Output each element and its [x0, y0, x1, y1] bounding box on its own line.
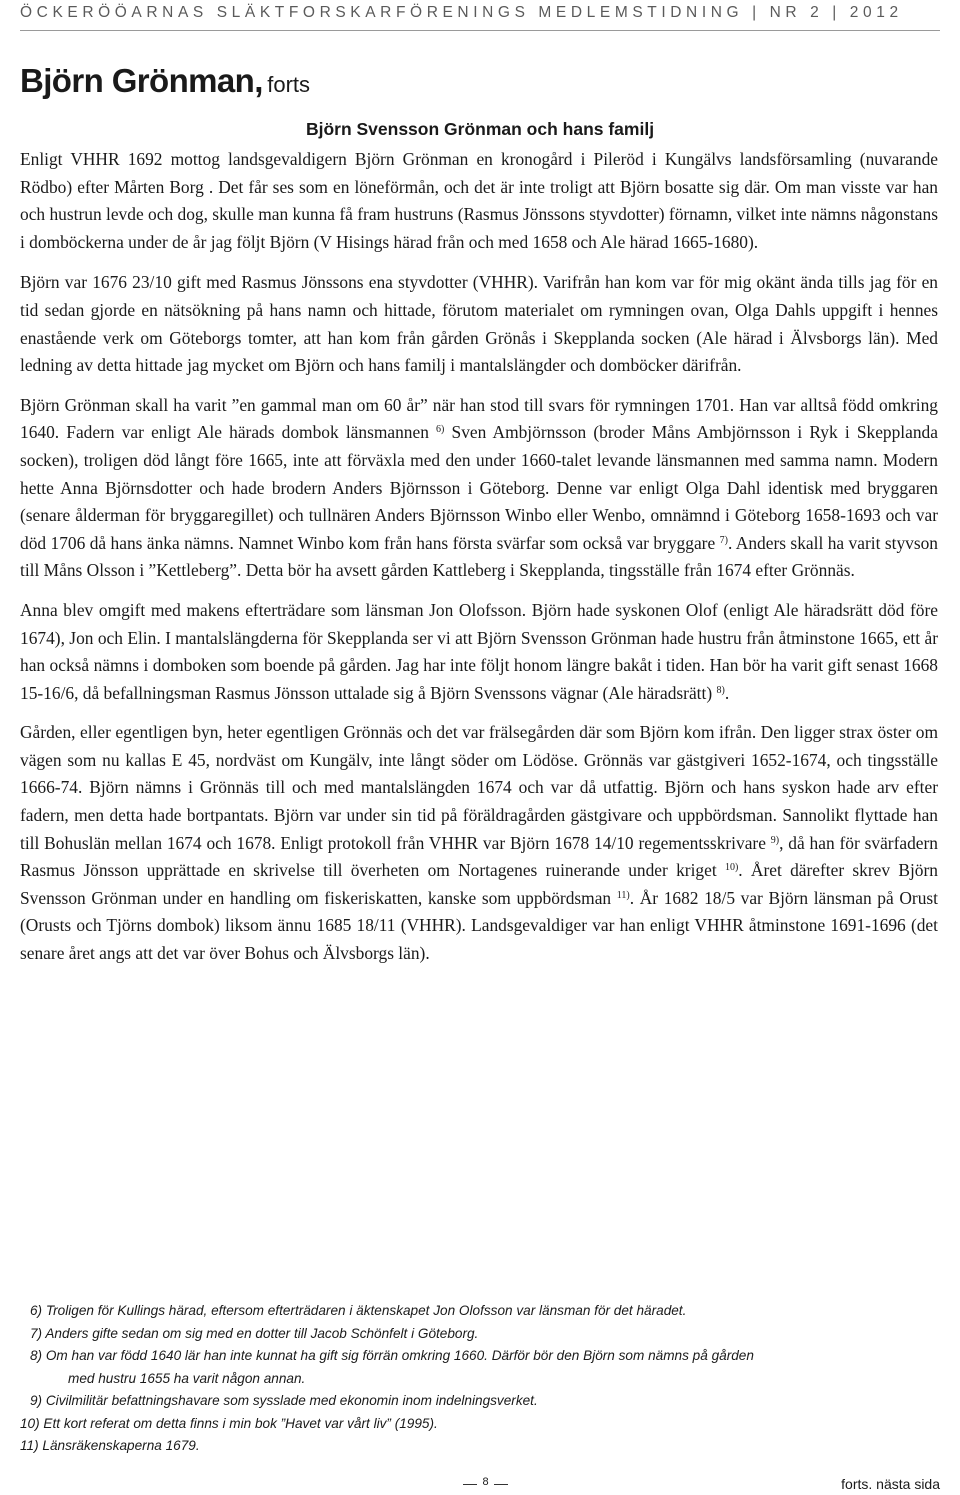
footnote-10: 10) Ett kort referat om detta finns i min bok ”Havet var vårt liv” (1995).	[20, 1415, 438, 1431]
paragraph-5b: , då han för svärfadern Rasmus Jönsson upprättade en skrivelse till överheten om Nortagenes ruinerande under kriget	[20, 832, 938, 881]
article-title	[20, 62, 310, 100]
paragraph-5	[20, 719, 938, 967]
footnote-ref-6: 6)	[436, 424, 445, 436]
footnote-8: 8) Om han var född 1640 lär han inte kunnat ha gift sig förrän omkring 1660. Därför bör den Björn som nämns på gården	[30, 1348, 754, 1363]
footnote-8-continued: med hustru 1655 ha varit någon annan.	[68, 1370, 306, 1386]
footnote-9: 9) Civilmilitär befattningshavare som sysslade med ekonomin inom indelningsverket.	[30, 1393, 538, 1408]
page-number-dash-left	[463, 1484, 477, 1485]
publication-header: ÖCKERÖÖARNAS SLÄKTFORSKARFÖRENINGS MEDLEMSTIDNING | NR 2 | 2012	[20, 4, 903, 21]
paragraph-3c: . Anders skall ha varit styvson till Måns Olsson i ”Kettleberg”. Detta bör ha avsett gården Kattleberg i Skepplanda, tingsställe från 1674 efter Grönnäs.	[20, 532, 938, 581]
footnote-11: 11) Länsräkenskaperna 1679.	[20, 1438, 200, 1453]
paragraph-5c: . Året därefter skrev Björn Svensson Grönman under en handling om fiskeriskatten, kanske som uppbördsman	[20, 860, 938, 908]
header-rule	[20, 30, 940, 31]
footnote-ref-9: 9)	[770, 834, 780, 846]
paragraph-3a: Björn Grönman skall ha varit ”en gammal man om 60 år” när han stod till svars för rymningen 1701. Han var alltså född omkring 1640. Fadern var enligt Ale härads dombok länsmannen	[20, 394, 938, 443]
footnotes	[20, 1300, 940, 1458]
paragraph-1a: Enligt VHHR 1692 mottog landsgevaldigern Björn Grönman en kronogård i Pileröd i Kungälvs landsförsamling (nuvarande Rödbo) efter Mårten Borg . Det får ses som en löneförmån, och det är inte troligt att Björn bosatte sig där.	[20, 149, 938, 197]
page-number: 8	[482, 1476, 489, 1488]
paragraph-3	[20, 392, 938, 585]
title-continued: forts	[267, 72, 311, 97]
article-body	[20, 146, 938, 980]
page-number-dash-right	[494, 1484, 508, 1485]
paragraph-2: Björn var 1676 23/10 gift med Rasmus Jönssons ena styvdotter (VHHR). Varifrån han kom var för mig okänt ända tills jag för en tid sedan gjorde en nätsökning på hans namn och hittade, förutom materialet om rymningen ovan, Olga Dahls uppgift i hennes enastående verk om Göteborgs tomter, att han kom från gården Grönås i Skepplanda socken (Ale härad i Älvsborgs län). Med ledning av detta hittade jag mycket om Björn och hans familj i mantalslängder och domböcker därifrån.	[20, 272, 938, 376]
paragraph-1b: Om man visste var han och hustrun levde och dog, skulle man kunna få fram hustruns (Rasmus Jönssons styvdotter) förnamn, vilket inte nämns någonstans i domböckerna under de år jag följt Björn (V Hisings härad från och med 1658 och Ale härad 1665-1680).	[20, 176, 938, 252]
paragraph-5a: Gården, eller egentligen byn, heter egentligen Grönnäs och det var frälsegården där som Björn kom ifrån. Den ligger strax öster om vägen som nu kallas E 45, nordväst om Kungälv, inte långt söder om Lödöse. Grönnäs var gästgiveri 1652-1674, och tingsställe 1666-74. Björn nämns i Grönnäs till och med mantalslängden 1674 och var då utfattig. Björn och hans syskon hade arv efter fadern, men detta hade bortpantats. Björn var under sin tid på föräldragården gästgivare och uppbördsman. Sannolikt flyttade han till Bohuslän mellan 1674 och 1678. Enligt protokoll från VHHR var Björn 1678 14/10 regementsskrivare	[20, 722, 938, 853]
continued-next-page: forts. nästa sida	[841, 1476, 940, 1492]
paragraph-3b: Sven Ambjörnsson (broder Måns Ambjörnsson i Ryk i Skepplanda socken), troligen död långt före 1665, inte att förväxla med den under 1660-talet levande länsmannen med samma namn. Modern hette Anna Björnsdotter och hade brodern Anders Björnsson i Göteborg. Denne var enligt Olga Dahl identisk med bryggaren (senare ålderman för bryggaregillet) och tullnären Anders Björnsson Winbo eller Wenbo, omnämnd i Göteborg 1658-1693 och var död 1706 då hans änka nämns. Namnet Winbo kom från hans första svärfar som också var bryggare	[20, 422, 938, 553]
paragraph-4a: Anna blev omgift med makens efterträdare som länsman Jon Olofsson. Björn hade syskonen Olof (enligt Ale häradsrätt död före 1674), Jon och Elin. I mantalslängderna för Skepplanda ser vi att Björn Svensson Grönman hade hustru från åtminstone 1665, ett år han också nämns i domboken som boende på gården. Jag har inte följt honom längre bakåt i tiden. Han bör ha varit gift senast 1668 15-16/6, då befallningsman Rasmus Jönsson uttalade sig å Björn Svenssons vägnar (Ale häradsrätt)	[20, 599, 938, 703]
section-subtitle: Björn Svensson Grönman och hans familj	[305, 119, 655, 139]
title-main: Björn Grönman,	[20, 62, 263, 99]
paragraph-4b: .	[724, 682, 730, 703]
footnote-ref-11: 11)	[616, 889, 630, 901]
footnote-ref-7: 7)	[719, 534, 728, 546]
footnote-ref-10: 10)	[724, 862, 739, 874]
paragraph-1	[20, 146, 938, 256]
footnote-ref-8: 8)	[716, 684, 725, 696]
footnote-7: 7) Anders gifte sedan om sig med en dotter till Jacob Schönfelt i Göteborg.	[30, 1325, 479, 1341]
footnote-6: 6) Troligen för Kullings härad, eftersom efterträdaren i äktenskapet Jon Olofsson var länsman för det häradet.	[30, 1303, 687, 1318]
paragraph-5d: . År 1682 18/5 var Björn länsman på Orust (Orusts och Tjörns dombok) liksom ännu 1685 18/11 (VHHR). Landsgevaldiger var han enligt VHHR åtminstone 1691-1696 (det senare året angs att det var över Bohus och Älvsborgs län).	[20, 887, 938, 964]
paragraph-4	[20, 597, 938, 707]
